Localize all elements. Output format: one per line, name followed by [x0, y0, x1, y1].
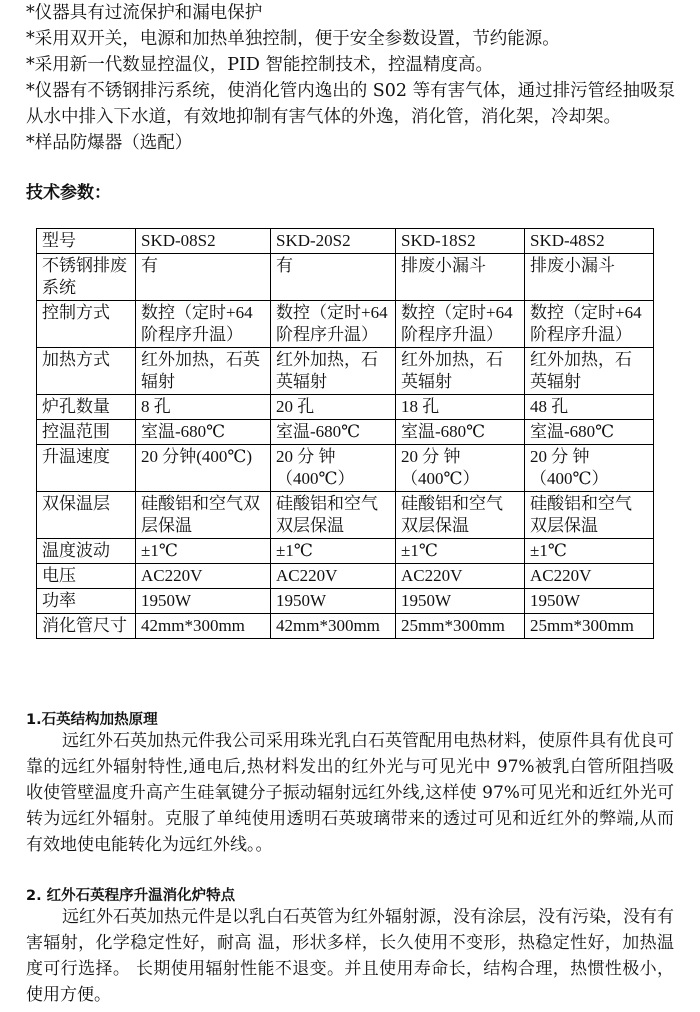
section2-heading: 2. 红外石英程序升温消化炉特点: [26, 888, 236, 904]
table-row: [37, 395, 654, 420]
table-row: [37, 348, 654, 395]
table-cell: 排废小漏斗: [525, 254, 654, 301]
table-cell: 红外加热，石英辐射: [525, 348, 654, 395]
table-cell: 25mm*300mm: [396, 614, 525, 639]
table-cell: 8 孔: [136, 395, 271, 420]
table-cell: 数控（定时+64阶程序升温）: [396, 301, 525, 348]
table-row-header: 型号: [37, 229, 136, 254]
table-cell: 室温-680℃: [136, 420, 271, 445]
table-cell: 有: [136, 254, 271, 301]
feature-item: *样品防爆器（选配）: [26, 133, 193, 153]
table-row: [37, 589, 654, 614]
table-cell: 20 分 钟（400℃）: [525, 445, 654, 492]
section1-heading: 1.石英结构加热原理: [26, 712, 158, 728]
table-cell: SKD-08S2: [136, 229, 271, 254]
table-row: [37, 254, 654, 301]
table-cell: 室温-680℃: [525, 420, 654, 445]
table-cell: AC220V: [271, 564, 396, 589]
table-cell: 数控（定时+64阶程序升温）: [525, 301, 654, 348]
table-cell: SKD-48S2: [525, 229, 654, 254]
table-cell: 20 分 钟（400℃）: [271, 445, 396, 492]
table-cell: 25mm*300mm: [525, 614, 654, 639]
table-row-header: 控制方式: [37, 301, 136, 348]
table-cell: 硅酸铝和空气双层保温: [525, 492, 654, 539]
table-cell: 42mm*300mm: [136, 614, 271, 639]
table-cell: 红外加热，石英辐射: [136, 348, 271, 395]
table-row: [37, 229, 654, 254]
table-cell: 室温-680℃: [396, 420, 525, 445]
feature-item: *仪器具有过流保护和漏电保护: [26, 3, 263, 23]
table-row-header: 电压: [37, 564, 136, 589]
table-row-header: 不锈钢排废系统: [37, 254, 136, 301]
table-cell: 数控（定时+64阶程序升温）: [136, 301, 271, 348]
table-row-header: 功率: [37, 589, 136, 614]
table-cell: 红外加热，石英辐射: [271, 348, 396, 395]
feature-item: *采用新一代数显控温仪，PID 智能控制技术，控温精度高。: [26, 55, 494, 75]
table-cell: 20 分钟(400℃): [136, 445, 271, 492]
table-cell: 红外加热，石英辐射: [396, 348, 525, 395]
section1-body: 远红外石英加热元件我公司采用珠光乳白石英管配用电热材料，使原件具有优良可靠的远红外辐射特性,通电后,热材料发出的红外光与可见光中 97%被乳白管所阻挡吸收使管壁温度升高产生硅氧键分子振动辐射远红外线,这样使 97%可见光和近红外光可转为远红外辐射。克服了单纯使用透明石英玻璃带来的透过可见和近红外的弊端,从而有效地使电能转化为远红外线。。: [26, 731, 674, 855]
table-cell: SKD-18S2: [396, 229, 525, 254]
table-cell: ±1℃: [271, 539, 396, 564]
table-cell: 42mm*300mm: [271, 614, 396, 639]
table-cell: ±1℃: [525, 539, 654, 564]
table-cell: 20 分 钟（400℃）: [396, 445, 525, 492]
spec-table-body: [37, 229, 654, 639]
table-row-header: 炉孔数量: [37, 395, 136, 420]
table-cell: 室温-680℃: [271, 420, 396, 445]
table-cell: 数控（定时+64阶程序升温）: [271, 301, 396, 348]
table-row: [37, 614, 654, 639]
table-row-header: 升温速度: [37, 445, 136, 492]
table-cell: AC220V: [136, 564, 271, 589]
table-cell: 硅酸铝和空气双层保温: [271, 492, 396, 539]
section2-body: 远红外石英加热元件是以乳白石英管为红外辐射源，没有涂层，没有污染，没有有害辐射，化学稳定性好，耐高 温，形状多样，长久使用不变形，热稳定性好，加热温度可行选择。 长期使用辐射性能不退变。并且使用寿命长，结构合理，热惯性极小，使用方便。: [26, 907, 674, 1005]
table-row: [37, 564, 654, 589]
feature-item: *仪器有不锈钢排污系统，使消化管内逸出的 S02 等有害气体，通过排污管经抽吸泵从水中排入下水道，有效地抑制有害气体的外逸，消化管，消化架，冷却架。: [26, 81, 676, 127]
table-cell: 硅酸铝和空气双层保温: [136, 492, 271, 539]
table-cell: 1950W: [525, 589, 654, 614]
table-cell: AC220V: [525, 564, 654, 589]
table-row-header: 温度波动: [37, 539, 136, 564]
table-row-header: 双保温层: [37, 492, 136, 539]
table-cell: AC220V: [396, 564, 525, 589]
table-row: [37, 445, 654, 492]
table-cell: 硅酸铝和空气双层保温: [396, 492, 525, 539]
table-cell: 48 孔: [525, 395, 654, 420]
table-cell: 20 孔: [271, 395, 396, 420]
table-row-header: 加热方式: [37, 348, 136, 395]
table-cell: 排废小漏斗: [396, 254, 525, 301]
table-row: [37, 539, 654, 564]
table-cell: ±1℃: [136, 539, 271, 564]
table-cell: 1950W: [271, 589, 396, 614]
feature-item: *采用双开关，电源和加热单独控制，便于安全参数设置，节约能源。: [26, 29, 560, 49]
table-cell: ±1℃: [396, 539, 525, 564]
feature-list: [26, 0, 686, 156]
table-cell: 18 孔: [396, 395, 525, 420]
spec-table: [36, 228, 654, 639]
specs-title: 技术参数：: [26, 183, 111, 203]
table-row: [37, 301, 654, 348]
table-cell: 有: [271, 254, 396, 301]
table-cell: SKD-20S2: [271, 229, 396, 254]
table-cell: 1950W: [136, 589, 271, 614]
table-row-header: 消化管尺寸: [37, 614, 136, 639]
table-row-header: 控温范围: [37, 420, 136, 445]
table-cell: 1950W: [396, 589, 525, 614]
table-row: [37, 420, 654, 445]
table-row: [37, 492, 654, 539]
